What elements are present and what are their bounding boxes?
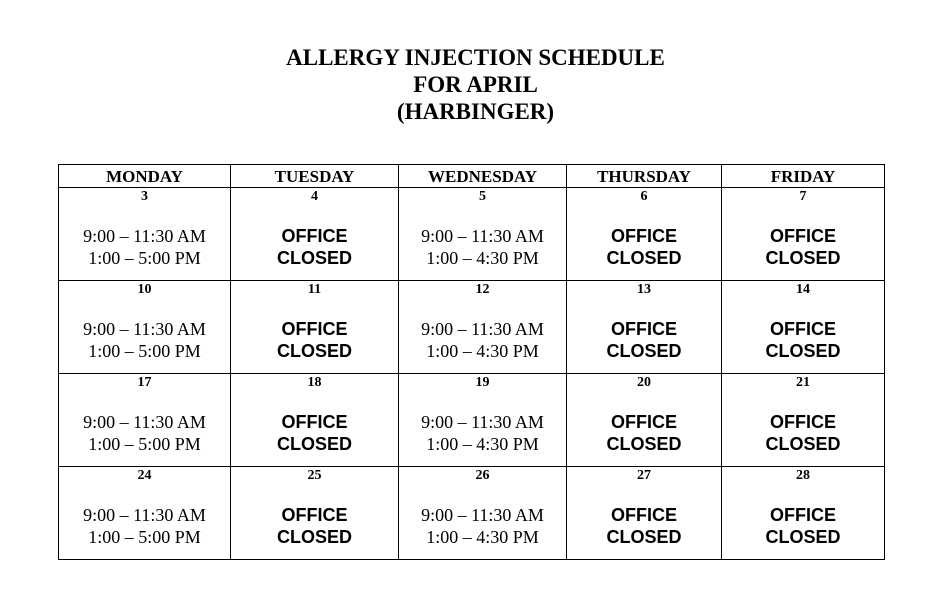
cell-line: 1:00 – 4:30 PM — [426, 527, 539, 547]
day-number: 27 — [637, 468, 651, 483]
day-cell — [399, 467, 567, 560]
cell-line: CLOSED — [276, 341, 352, 361]
day-number: 18 — [307, 375, 322, 390]
week-row — [59, 467, 885, 560]
cell-line: 9:00 – 11:30 AM — [421, 412, 544, 432]
day-cell — [722, 374, 885, 467]
day-cell — [231, 281, 399, 374]
header-tuesday: TUESDAY — [231, 165, 399, 188]
day-cell — [567, 188, 722, 281]
cell-line: 1:00 – 5:00 PM — [88, 248, 201, 268]
cell-line: 9:00 – 11:30 AM — [421, 505, 544, 525]
cell-line: OFFICE — [770, 319, 836, 339]
cell-line: 1:00 – 4:30 PM — [426, 434, 539, 454]
day-number: 26 — [475, 468, 490, 483]
cell-line: CLOSED — [765, 434, 841, 454]
day-cell — [722, 281, 885, 374]
day-number: 6 — [640, 189, 648, 204]
cell-line: OFFICE — [611, 505, 677, 525]
day-number: 28 — [796, 468, 810, 483]
day-cell — [59, 188, 231, 281]
cell-line: OFFICE — [281, 226, 348, 246]
cell-line: 1:00 – 4:30 PM — [426, 248, 539, 268]
cell-line: 1:00 – 5:00 PM — [88, 341, 201, 361]
day-cell — [567, 281, 722, 374]
day-cell — [59, 467, 231, 560]
cell-line: CLOSED — [765, 341, 841, 361]
cell-line: CLOSED — [276, 527, 352, 547]
day-cell — [231, 188, 399, 281]
day-number: 24 — [137, 468, 152, 483]
day-cell — [231, 467, 399, 560]
header-friday: FRIDAY — [722, 165, 885, 188]
day-number: 7 — [799, 189, 807, 204]
cell-line: CLOSED — [276, 248, 352, 268]
day-cell — [399, 188, 567, 281]
day-number: 19 — [475, 375, 490, 390]
week-row — [59, 281, 885, 374]
cell-line: CLOSED — [606, 434, 682, 454]
day-cell — [399, 374, 567, 467]
day-number: 5 — [479, 189, 486, 204]
day-number: 21 — [796, 375, 810, 390]
header-row — [59, 165, 885, 188]
cell-line: CLOSED — [765, 527, 841, 547]
cell-line: OFFICE — [281, 319, 348, 339]
day-number: 10 — [137, 282, 152, 297]
day-cell — [399, 281, 567, 374]
header-thursday: THURSDAY — [567, 165, 722, 188]
cell-line: 1:00 – 5:00 PM — [88, 434, 201, 454]
title-line-3: (HARBINGER) — [396, 99, 555, 124]
day-number: 17 — [137, 375, 152, 390]
cell-line: 1:00 – 4:30 PM — [426, 341, 539, 361]
day-number: 12 — [475, 282, 490, 297]
title-line-1: ALLERGY INJECTION SCHEDULE — [286, 45, 665, 70]
day-number: 11 — [307, 282, 322, 297]
day-cell — [231, 374, 399, 467]
cell-line: 9:00 – 11:30 AM — [83, 505, 206, 525]
title-line-2: FOR APRIL — [413, 72, 538, 97]
header-monday: MONDAY — [59, 165, 231, 188]
schedule-table — [58, 164, 885, 560]
cell-line: 9:00 – 11:30 AM — [83, 226, 206, 246]
day-cell — [567, 374, 722, 467]
cell-line: CLOSED — [606, 527, 682, 547]
cell-line: OFFICE — [611, 319, 677, 339]
day-number: 25 — [307, 468, 322, 483]
cell-line: OFFICE — [281, 412, 348, 432]
cell-line: OFFICE — [770, 412, 836, 432]
cell-line: 9:00 – 11:30 AM — [83, 319, 206, 339]
header-wednesday: WEDNESDAY — [399, 165, 567, 188]
day-cell — [59, 281, 231, 374]
day-cell — [722, 188, 885, 281]
day-number: 4 — [311, 189, 318, 204]
day-cell — [59, 374, 231, 467]
day-cell — [722, 467, 885, 560]
cell-line: CLOSED — [765, 248, 841, 268]
day-number: 13 — [637, 282, 651, 297]
week-row — [59, 188, 885, 281]
cell-line: CLOSED — [606, 341, 682, 361]
cell-line: 9:00 – 11:30 AM — [83, 412, 206, 432]
cell-line: 9:00 – 11:30 AM — [421, 226, 544, 246]
cell-line: OFFICE — [611, 412, 677, 432]
cell-line: 1:00 – 5:00 PM — [88, 527, 201, 547]
cell-line: CLOSED — [606, 248, 682, 268]
day-number: 3 — [141, 189, 148, 204]
schedule-title — [0, 44, 951, 125]
day-number: 20 — [637, 375, 651, 390]
cell-line: OFFICE — [770, 505, 836, 525]
cell-line: CLOSED — [276, 434, 352, 454]
day-number: 14 — [796, 282, 810, 297]
cell-line: 9:00 – 11:30 AM — [421, 319, 544, 339]
cell-line: OFFICE — [770, 226, 836, 246]
day-cell — [567, 467, 722, 560]
week-row — [59, 374, 885, 467]
cell-line: OFFICE — [611, 226, 677, 246]
cell-line: OFFICE — [281, 505, 348, 525]
